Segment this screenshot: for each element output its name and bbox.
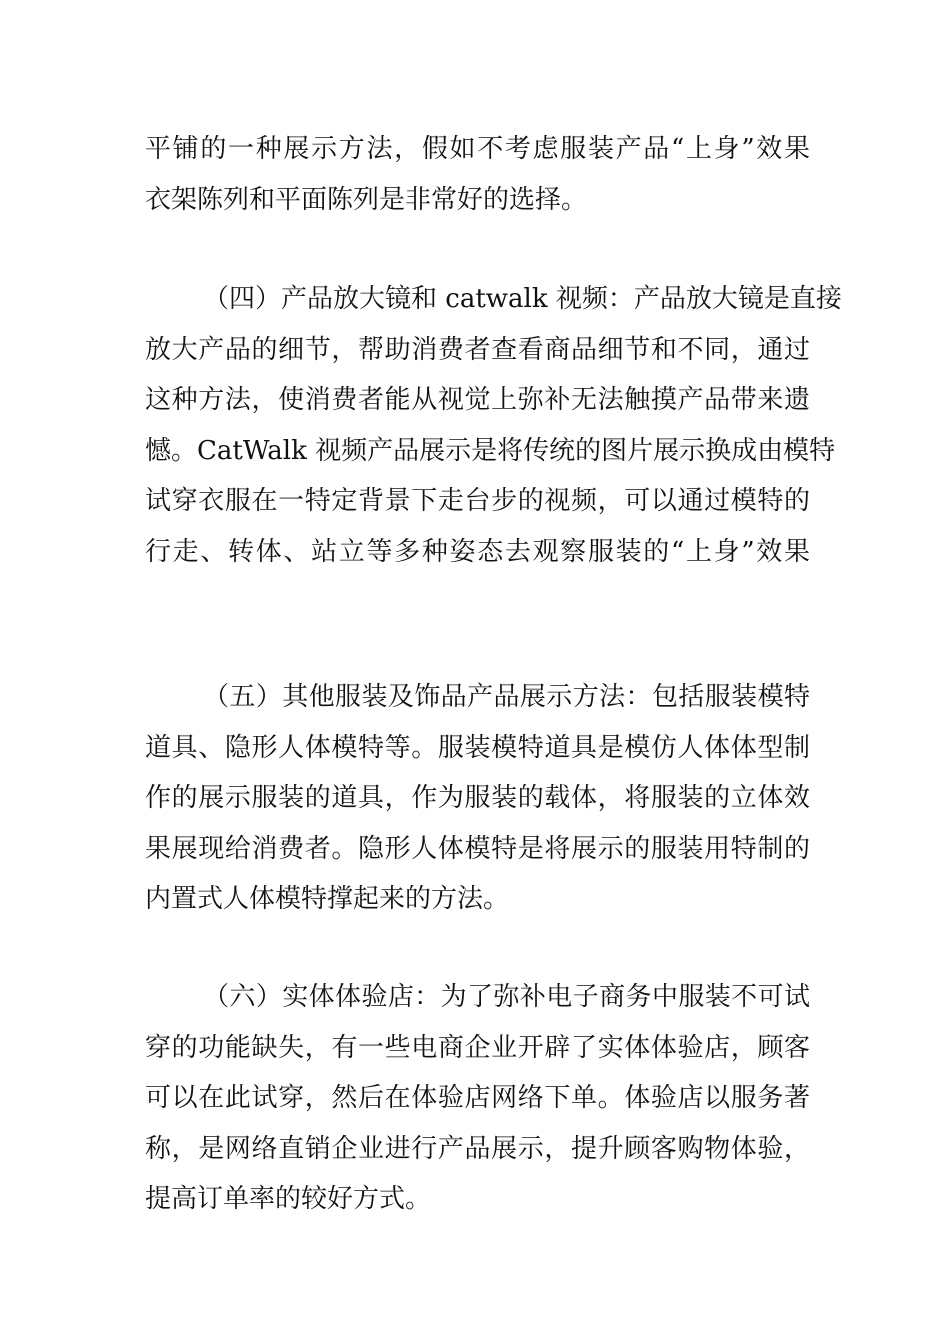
paragraph-line: 称，是网络直销企业进行产品展示，提升顾客购物体验， xyxy=(145,1133,810,1164)
paragraph-line: 平铺的一种展示方法，假如不考虑服装产品“上身”效果 xyxy=(145,134,810,164)
paragraph-line: 穿的功能缺失，有一些电商企业开辟了实体体验店，顾客 xyxy=(145,1032,810,1063)
paragraph-line: 果展现给消费者。隐形人体模特是将展示的服装用特制的 xyxy=(145,833,810,864)
paragraph-line: 衣架陈列和平面陈列是非常好的选择。 xyxy=(145,184,588,215)
paragraph-display-methods-continued xyxy=(145,124,810,225)
paragraph-other-methods xyxy=(145,672,810,925)
paragraph-line: 放大产品的细节，帮助消费者查看商品细节和不同，通过 xyxy=(145,334,810,365)
paragraph-line: 道具、隐形人体模特等。服装模特道具是模仿人体体型制 xyxy=(145,732,810,763)
paragraph-line: 内置式人体模特撑起来的方法。 xyxy=(145,884,510,914)
paragraph-line: （四）产品放大镜和 catwalk 视频：产品放大镜是直接 xyxy=(203,284,842,314)
paragraph-line: （六）实体体验店：为了弥补电子商务中服装不可试 xyxy=(203,982,810,1012)
paragraph-line: 提高订单率的较好方式。 xyxy=(145,1184,432,1214)
paragraph-line: 行走、转体、站立等多种姿态去观察服装的“上身”效果 xyxy=(145,536,810,567)
paragraph-line: 可以在此试穿，然后在体验店网络下单。体验店以服务著 xyxy=(145,1083,810,1113)
paragraph-line: （五）其他服装及饰品产品展示方法：包括服装模特 xyxy=(203,682,810,712)
paragraph-line: 试穿衣服在一特定背景下走台步的视频，可以通过模特的 xyxy=(145,486,810,516)
paragraph-line: 这种方法，使消费者能从视觉上弥补无法触摸产品带来遗 xyxy=(145,385,810,415)
paragraph-line: 憾。CatWalk 视频产品展示是将传统的图片展示换成由模特 xyxy=(145,435,836,466)
paragraph-magnifier-catwalk xyxy=(145,274,842,577)
paragraph-line: 作的展示服装的道具，作为服装的载体，将服装的立体效 xyxy=(145,783,810,813)
paragraph-experience-store xyxy=(145,972,810,1225)
